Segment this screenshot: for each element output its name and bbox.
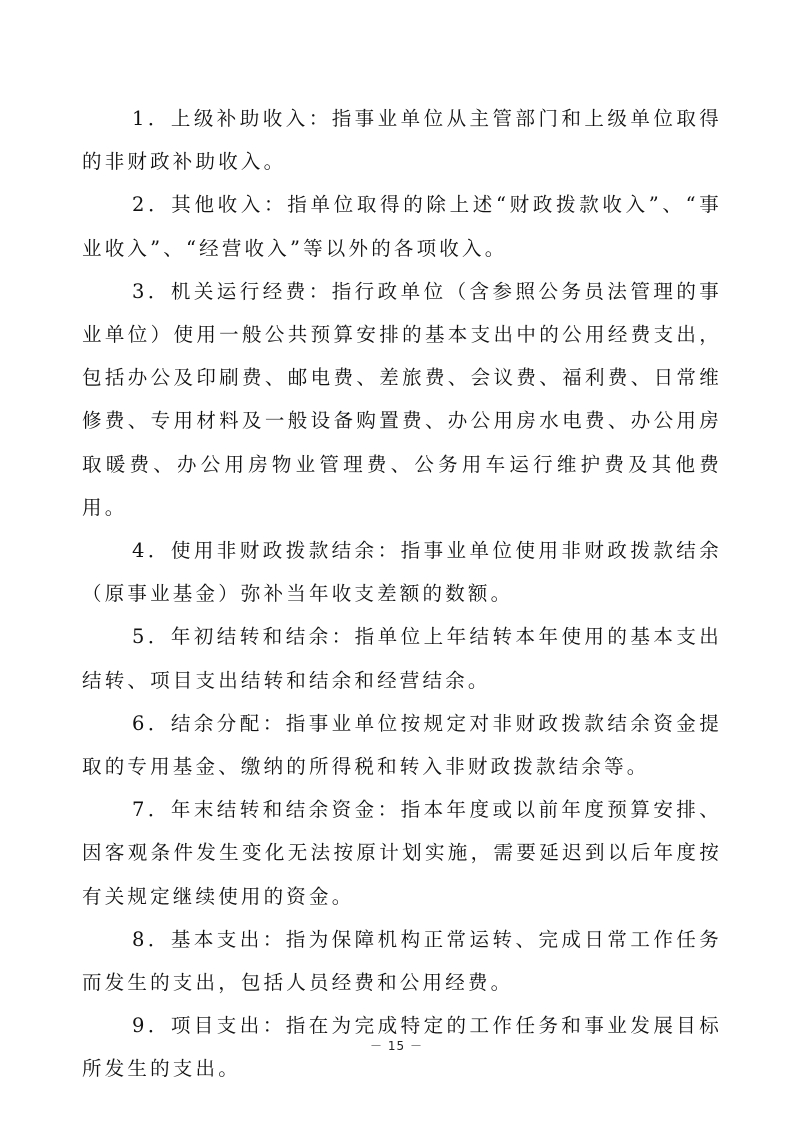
- item-term: 使用非财政拨款结余：: [170, 539, 401, 563]
- item-definition: 指事业单位使用非财政拨款结余（原事业基金）弥补当年收支差额的数额。: [82, 539, 722, 606]
- item-number: 7．: [132, 798, 171, 822]
- item-definition: 指事业单位从主管部门和上级单位取得的非财政补助收入。: [82, 107, 722, 174]
- definition-paragraph-5: [82, 615, 722, 701]
- item-term: 年末结转和结余资金：: [170, 798, 401, 822]
- definition-paragraph-8: [82, 918, 722, 1004]
- item-number: 5．: [132, 625, 171, 649]
- definition-paragraph-7: [82, 788, 722, 918]
- page-number: － 15 －: [370, 1039, 423, 1053]
- definition-paragraph-3: [82, 270, 722, 529]
- item-number: 3．: [132, 279, 171, 303]
- item-term: 项目支出：: [170, 1014, 286, 1038]
- item-number: 8．: [132, 927, 171, 951]
- item-number: 1．: [132, 107, 171, 130]
- item-number: 4．: [132, 539, 171, 563]
- definition-paragraph-2: [82, 183, 722, 269]
- item-term: 结余分配：: [170, 711, 286, 735]
- item-term: 其他收入：: [171, 193, 288, 217]
- document-body: [82, 97, 722, 1091]
- item-definition: 指行政单位（含参照公务员法管理的事业单位）使用一般公共预算安排的基本支出中的公用经费支出，包括办公及印刷费、邮电费、差旅费、会议费、福利费、日常维修费、专用材料及一般设备购置费、办公用房水电费、办公用房取暖费、办公用房物业管理费、公务用车运行维护费及其他费用。: [82, 279, 722, 519]
- item-definition: 指单位取得的除上述“财政拨款收入”、“事业收入”、“经营收入”等以外的各项收入。: [82, 193, 722, 260]
- item-definition: 指单位上年结转本年使用的基本支出结转、项目支出结转和结余和经营结余。: [82, 625, 722, 692]
- item-term: 年初结转和结余：: [170, 625, 355, 649]
- item-number: 9．: [132, 1014, 171, 1038]
- item-definition: 指为保障机构正常运转、完成日常工作任务而发生的支出，包括人员经费和公用经费。: [82, 927, 722, 995]
- definition-paragraph-6: [82, 702, 722, 788]
- item-number: 2．: [132, 193, 172, 217]
- item-number: 6．: [132, 711, 171, 735]
- item-definition: 指事业单位按规定对非财政拨款结余资金提取的专用基金、缴纳的所得税和转入非财政拨款结余等。: [82, 711, 722, 779]
- definition-paragraph-1: [82, 97, 722, 183]
- item-definition: 指在为完成特定的工作任务和事业发展目标所发生的支出。: [82, 1014, 722, 1081]
- definition-paragraph-4: [82, 529, 722, 615]
- item-term: 上级补助收入：: [170, 107, 332, 130]
- item-term: 机关运行经费：: [170, 279, 332, 303]
- item-term: 基本支出：: [170, 927, 286, 951]
- item-definition: 指本年度或以前年度预算安排、因客观条件发生变化无法按原计划实施，需要延迟到以后年度按有关规定继续使用的资金。: [82, 798, 722, 908]
